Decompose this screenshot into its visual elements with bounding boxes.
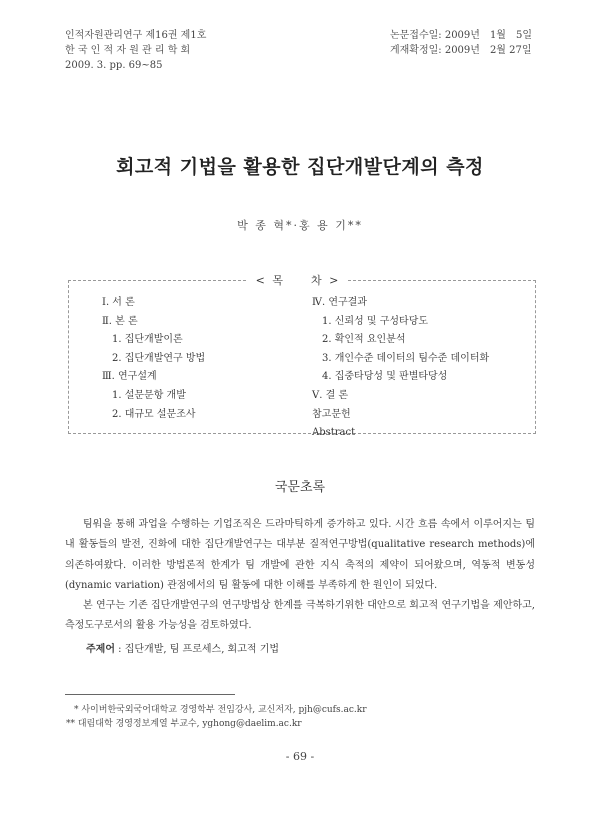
footnote-1: * 사이버한국외국어대학교 경영학부 전임강사, 교신저자, pjh@cufs.ac.kr (74, 705, 367, 715)
abstract-paragraph-1: 팀워을 통해 과업을 수행하는 기업조직은 드라마틱하게 증가하고 있다. 시간 흐름 속에서 이루어지는 팀 내 활동들의 발전, 진화에 대한 집단개발연구는 대부분 질적연구방법(qualitative research methods)에 의존하여왔다. 이러한 방법론적 한계가 팀 개발에 관한 지식 축적의 제약이 되어왔으며, 역동적 변동성(dynamic variation) 관점에서의 팀 활동에 대한 이해를 부족하게 한 원인이 되었다. (65, 519, 535, 591)
society-name: 한 국 인 적 자 원 관 리 학 회 (65, 45, 191, 56)
paper-title: 회고적 기법을 활용한 집단개발단계의 측정 (116, 156, 484, 178)
footnote-rule (65, 694, 235, 695)
toc-item: Abstract (312, 427, 356, 439)
received-date: 논문접수일: 2009년 1월 5일 (389, 30, 532, 41)
journal-name: 인적자원관리연구 제16권 제1호 (65, 30, 207, 41)
toc-item: Ⅱ. 본 론 (102, 315, 138, 327)
toc-item: 2. 집단개발연구 방법 (112, 352, 206, 364)
toc-item: 4. 집중타당성 및 판별타당성 (322, 371, 448, 383)
keywords-label: 주제어 (86, 644, 115, 655)
abstract-paragraph-2: 본 연구는 기존 집단개발연구의 연구방법상 한계를 극복하기위한 대안으로 회고적 연구기법을 제안하고, 측정도구로서의 활용 가능성을 검토하였다. (65, 600, 535, 632)
issue-pages: 2009. 3. pp. 69~85 (65, 60, 163, 71)
toc-item: 1. 집단개발이론 (112, 334, 183, 346)
toc-item: 3. 개인수준 데이터의 팀수준 데이터화 (322, 352, 490, 364)
toc-item: 2. 대규모 설문조사 (112, 408, 196, 420)
submission-dates (390, 28, 532, 58)
toc-left-column (102, 294, 205, 424)
toc-right-column (312, 294, 489, 443)
abstract-heading: 국문초록 (274, 480, 326, 495)
toc-item: 참고문헌 (312, 408, 351, 420)
keywords-text: : 집단개발, 팀 프로세스, 회고적 기법 (118, 644, 280, 655)
toc-item: Ⅲ. 연구설계 (102, 371, 157, 383)
footnote-2: ** 대림대학 경영정보계열 부교수, yghong@daelim.ac.kr (66, 719, 302, 729)
keywords (86, 640, 279, 655)
toc-item: Ⅰ. 서 론 (102, 297, 135, 308)
toc-item: 1. 신뢰성 및 구성타당도 (322, 315, 429, 327)
toc-item: 2. 확인적 요인분석 (322, 334, 406, 346)
toc-heading: < 목 차 > (248, 272, 348, 288)
authors: 박 종 혁*·홍 용 기** (237, 219, 363, 232)
toc-item: Ⅳ. 연구결과 (312, 297, 367, 308)
page-number: - 69 - (285, 750, 315, 763)
toc-item: Ⅴ. 결 론 (312, 389, 349, 401)
journal-info (65, 28, 206, 73)
accepted-date: 게재확정일: 2009년 2월 27일 (389, 45, 532, 56)
abstract-body (65, 515, 535, 637)
toc-item: 1. 설문문항 개발 (112, 389, 186, 401)
